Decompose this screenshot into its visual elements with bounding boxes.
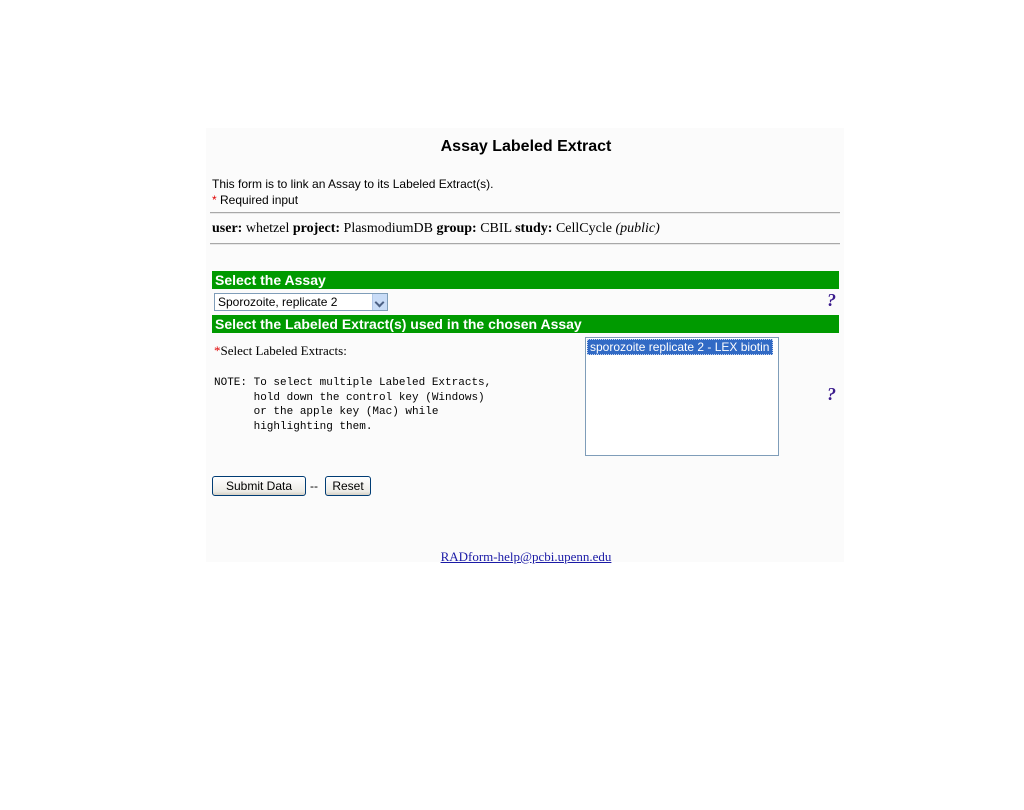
user-info-line (212, 221, 660, 237)
chevron-down-icon[interactable] (372, 294, 387, 310)
required-star: * (212, 193, 217, 207)
reset-button[interactable]: Reset (325, 476, 371, 496)
required-note (212, 192, 493, 208)
assay-help-icon[interactable]: ? (827, 290, 836, 310)
group-value: CBIL (480, 221, 512, 236)
project-label: project: (292, 221, 341, 236)
select-assay-header: Select the Assay (212, 271, 839, 289)
select-extract-header: Select the Labeled Extract(s) used in the chosen Assay (212, 315, 839, 333)
required-note-text: Required input (216, 193, 299, 207)
group-label: group: (436, 221, 477, 236)
user-label: user: (212, 221, 243, 236)
labeled-extracts-listbox[interactable] (585, 337, 779, 456)
divider-bottom (210, 243, 840, 245)
assay-select[interactable] (214, 293, 388, 311)
intro-text (212, 176, 493, 208)
submit-button[interactable]: Submit Data (212, 476, 306, 496)
extract-help-icon[interactable]: ? (827, 384, 836, 404)
study-value: CellCycle (555, 221, 612, 236)
project-value: PlasmodiumDB (343, 221, 433, 236)
intro-description: This form is to link an Assay to its Labeled Extract(s). (212, 177, 494, 191)
listbox-option-selected[interactable]: sporozoite replicate 2 - LEX biotin (587, 339, 773, 355)
labeled-extracts-label (214, 343, 347, 359)
visibility-value: (public) (615, 221, 660, 236)
divider-top (210, 212, 840, 214)
page-title: Assay Labeled Extract (440, 138, 612, 155)
button-separator: -- (310, 479, 318, 493)
labeled-extracts-label-text: Select Labeled Extracts: (220, 343, 347, 358)
help-email-link[interactable]: RADform-help@pcbi.upenn.edu (440, 549, 612, 564)
labeled-extracts-required-star: * (214, 343, 221, 358)
user-value: whetzel (245, 221, 290, 236)
study-label: study: (515, 221, 553, 236)
assay-select-value: Sporozoite, replicate 2 (218, 295, 338, 309)
multi-select-note: NOTE: To select multiple Labeled Extracts, hold down the control key (Windows) or the apple key (Mac) while highlighting them. (214, 377, 492, 433)
